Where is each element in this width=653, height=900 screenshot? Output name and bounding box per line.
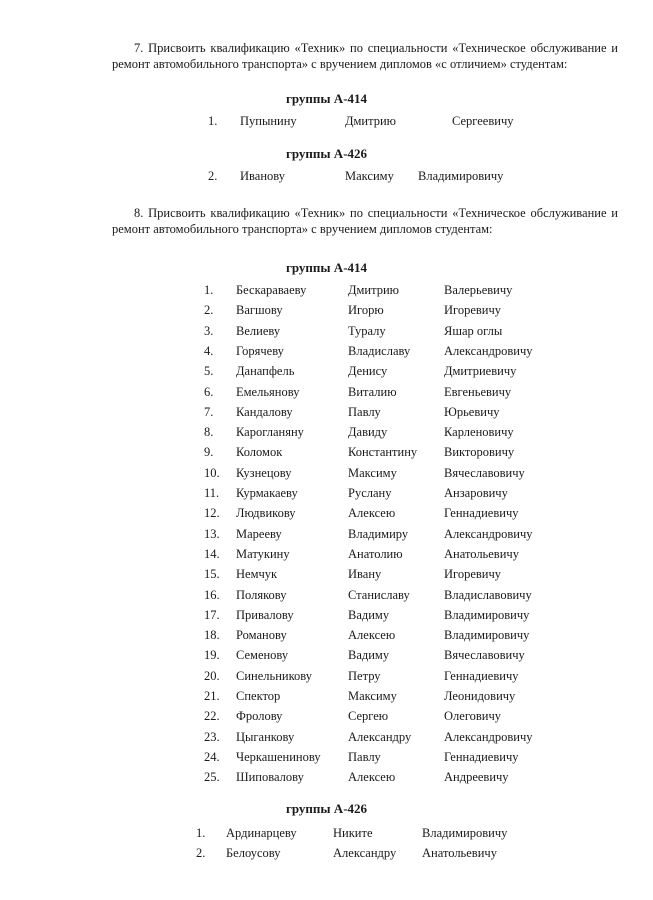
student-first-name: Давиду [348,425,388,440]
student-last-name: Кузнецову [236,465,292,480]
student-number: 6. [204,384,214,399]
student-middle-name: Геннадиевичу [444,668,519,683]
student-last-name: Курмакаеву [236,486,298,500]
student-number: 16. [204,587,220,602]
student-middle-name: Валерьевичу [444,283,513,297]
student-middle-name: Яшар оглы [444,323,503,338]
student-number: 9. [204,445,214,460]
student-last-name: Вагшову [236,303,283,318]
student-first-name: Владиславу [348,343,411,358]
student-last-name: Марееву [236,526,282,541]
student-last-name: Шиповалову [236,770,304,785]
student-first-name: Никите [333,826,373,840]
student-first-name: Денису [348,364,388,379]
student-number: 20. [204,668,220,683]
student-last-name: Коломок [236,445,283,460]
student-first-name: Дмитрию [345,114,397,128]
student-middle-name: Александровичу [444,343,533,358]
student-middle-name: Владимировичу [444,607,530,622]
student-middle-name: Олеговичу [444,709,502,724]
student-middle-name: Геннадиевичу [444,749,519,764]
student-number: 22. [204,709,220,724]
group-heading-a426-honors: группы А-426 [285,146,368,161]
student-number: 25. [204,770,220,785]
student-first-name: Алексею [348,770,396,785]
student-number: 14. [204,546,220,561]
student-middle-name: Анзаровичу [444,486,508,500]
student-number: 2. [208,169,218,183]
student-number: 12. [204,506,220,521]
section-7-paragraph: 7. Присвоить квалификацию «Техник» по специальности «Техническое обслуживание и ремонт автомобильного транспорта» с вручением дипломов «с отличием» студентам: [112,41,618,71]
student-first-name: Вадиму [348,648,390,663]
student-first-name: Ивану [348,567,382,582]
student-first-name: Максиму [348,689,397,703]
student-number: 10. [204,465,220,480]
student-number: 1. [208,114,218,128]
student-last-name: Емельянову [236,384,300,399]
student-first-name: Вадиму [348,607,390,622]
student-last-name: Людвикову [236,506,296,521]
section-7-text [112,40,618,72]
student-first-name: Александру [348,729,412,744]
student-number: 3. [204,323,214,338]
student-last-name: Пупынину [240,114,297,128]
student-first-name: Алексею [348,628,396,643]
student-number: 4. [204,343,214,358]
student-middle-name: Владимировичу [422,826,508,840]
student-last-name: Кандалову [236,404,293,419]
student-number: 1. [204,283,214,297]
student-last-name: Карогланяну [236,425,304,440]
section-8-paragraph: 8. Присвоить квалификацию «Техник» по специальности «Техническое обслуживание и ремонт автомобильного транспорта» с вручением дипломов студентам: [112,206,618,236]
student-number: 8. [204,425,214,440]
student-middle-name: Игоревичу [444,567,502,582]
student-middle-name: Александровичу [444,729,533,744]
student-first-name: Дмитрию [348,283,400,297]
student-middle-name: Юрьевичу [444,404,500,419]
student-number: 17. [204,607,220,622]
student-number: 11. [204,486,220,500]
student-middle-name: Вячеславовичу [444,465,525,480]
student-middle-name: Игоревичу [444,303,502,318]
student-first-name: Максиму [348,465,397,480]
student-last-name: Матукину [236,546,290,561]
student-middle-name: Владимировичу [418,169,504,183]
student-middle-name: Викторовичу [444,445,515,460]
student-middle-name: Леонидовичу [444,689,516,703]
student-number: 15. [204,567,220,582]
student-last-name: Спектор [236,689,281,703]
student-middle-name: Евгеньевичу [444,384,512,399]
student-number: 18. [204,628,220,643]
group-heading-a414-honors: группы А-414 [285,91,368,106]
student-first-name: Владимиру [348,526,409,541]
student-number: 1. [196,826,206,840]
student-last-name: Черкашенинову [236,749,321,764]
student-last-name: Полякову [236,587,287,602]
student-first-name: Павлу [348,404,381,419]
student-middle-name: Анатольевичу [422,846,497,860]
student-middle-name: Дмитриевичу [444,364,517,379]
student-last-name: Семенову [236,648,289,663]
student-last-name: Фролову [236,709,283,724]
student-number: 13. [204,526,220,541]
student-first-name: Сергею [348,709,389,724]
student-last-name: Привалову [236,607,294,622]
student-number: 23. [204,729,220,744]
student-last-name: Данапфель [236,364,295,379]
student-first-name: Анатолию [348,546,403,561]
student-last-name: Иванову [240,169,285,183]
student-number: 21. [204,689,220,703]
group-heading-a426: группы А-426 [285,801,368,816]
student-first-name: Максиму [345,169,394,183]
student-number: 24. [204,749,220,764]
student-first-name: Станиславу [348,587,410,602]
student-number: 2. [204,303,214,318]
student-middle-name: Карленовичу [444,425,514,440]
student-number: 5. [204,364,214,379]
student-first-name: Виталию [348,384,397,399]
student-first-name: Александру [333,846,397,860]
student-last-name: Бескараваеву [236,283,307,297]
student-middle-name: Вячеславовичу [444,648,525,663]
student-last-name: Синельникову [236,668,312,683]
student-first-name: Туралу [348,323,386,338]
student-last-name: Горячеву [236,343,284,358]
student-last-name: Велиеву [236,323,281,338]
student-first-name: Игорю [348,303,384,318]
student-middle-name: Александровичу [444,526,533,541]
student-last-name: Романову [236,628,287,643]
group-heading-a414: группы А-414 [285,260,368,275]
student-middle-name: Андреевичу [444,770,509,785]
student-first-name: Руслану [348,486,392,500]
student-first-name: Алексею [348,506,396,521]
student-middle-name: Владиславовичу [444,587,532,602]
section-8-text [112,205,618,237]
student-middle-name: Геннадиевичу [444,506,519,521]
student-middle-name: Сергеевичу [452,114,514,128]
student-last-name: Немчук [236,567,278,582]
student-last-name: Белоусову [226,846,281,860]
student-last-name: Ардинарцеву [226,826,297,840]
student-middle-name: Анатольевичу [444,546,519,561]
student-first-name: Павлу [348,749,381,764]
student-first-name: Константину [348,445,418,460]
student-middle-name: Владимировичу [444,628,530,643]
student-number: 2. [196,846,206,860]
student-last-name: Цыганкову [236,729,295,744]
student-first-name: Петру [348,668,381,683]
student-number: 7. [204,404,214,419]
student-number: 19. [204,648,220,663]
